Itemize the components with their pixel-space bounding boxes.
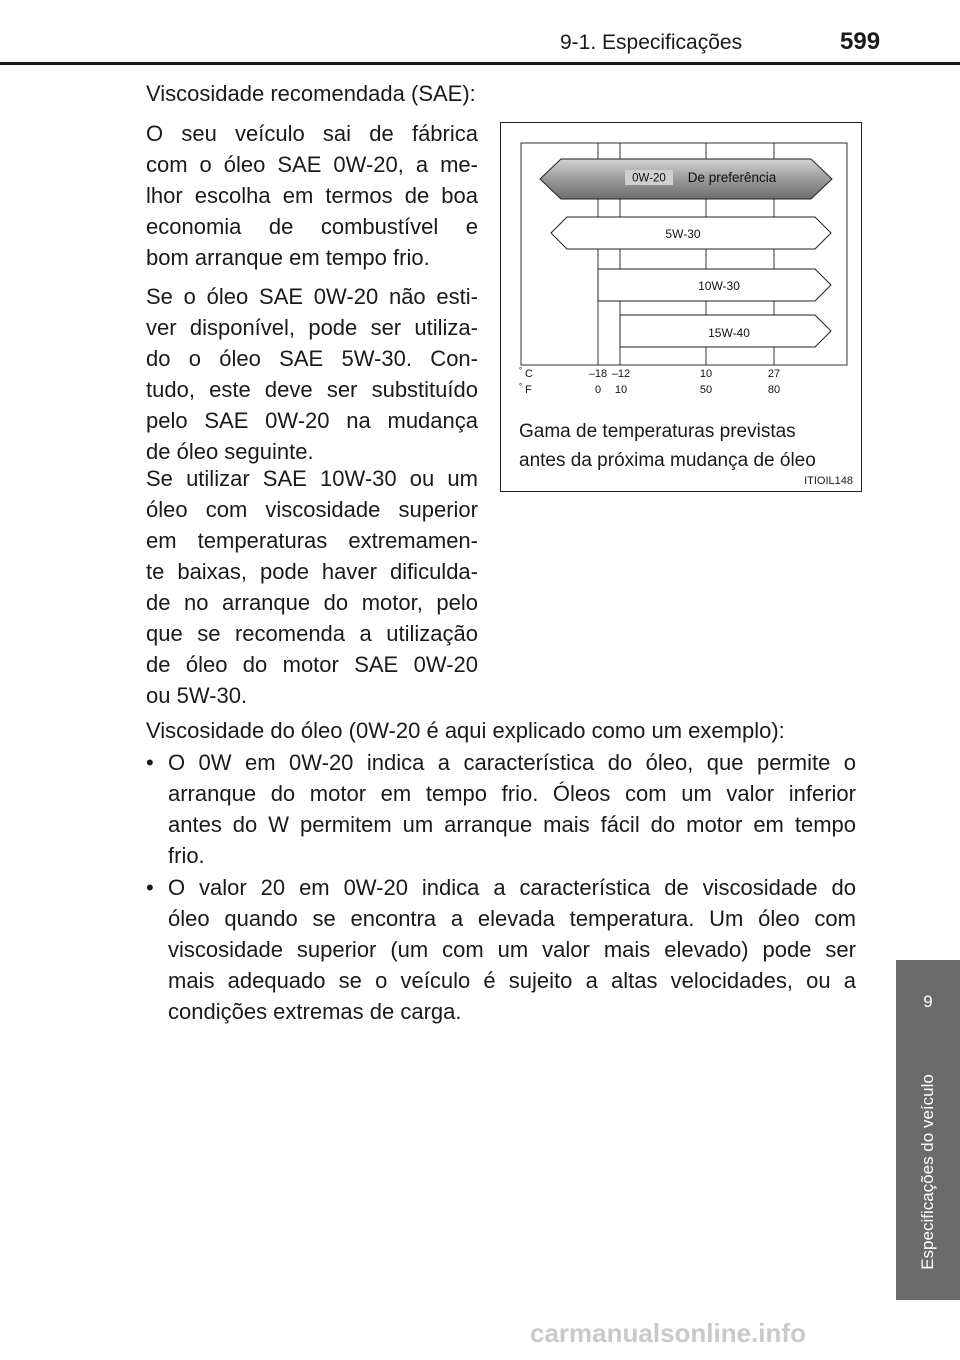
text-line: de óleo seguinte. — [146, 439, 314, 464]
bullet-item-cold-start — [146, 747, 858, 871]
celsius-tick: –12 — [611, 368, 631, 380]
bullet-text — [168, 872, 856, 1027]
chapter-tab-number — [896, 960, 960, 1044]
paragraph-alternative-oil — [146, 281, 478, 467]
text-line: O seu veículo sai de fábrica — [146, 121, 478, 146]
text-line: ou 5W-30. — [146, 683, 248, 708]
bar-0w-20-note: De preferência — [687, 170, 777, 185]
text-line: ver disponível, pode ser utiliza- — [146, 315, 478, 340]
text-line: óleo quando se encontra a elevada temperatura. Um óleo com — [168, 906, 856, 931]
text-line: frio. — [168, 843, 205, 868]
bullet-dot: • — [146, 750, 154, 775]
bar-10w-30-grade: 10W-30 — [698, 279, 740, 293]
chapter-number: 9 — [923, 992, 933, 1011]
chapter-label: Especificações do veículo — [918, 1074, 937, 1270]
celsius-tick: 27 — [767, 368, 781, 380]
celsius-tick: –18 — [588, 368, 608, 380]
bar-15w-40-grade: 15W-40 — [708, 326, 750, 340]
text-line: tudo, este deve ser substituído — [146, 377, 478, 402]
bar-0w-20-grade: 0W-20 — [632, 172, 666, 185]
header-rule — [0, 62, 960, 65]
chapter-tab-label — [896, 1044, 960, 1300]
figure-id: ITIOIL148 — [804, 475, 853, 487]
bullet-text — [168, 747, 856, 871]
figure-caption — [519, 417, 816, 475]
figure-caption-line: Gama de temperaturas previstas — [519, 421, 796, 442]
text-line: O 0W em 0W-20 indica a característica do óleo, que permite o — [168, 750, 856, 775]
text-line: te baixas, pode haver dificulda- — [146, 559, 478, 584]
text-line: mais adequado se o veículo é sujeito a altas velocidades, ou a — [168, 968, 856, 993]
text-line: de no arranque do motor, pelo — [146, 590, 478, 615]
text-line: antes do W permitem um arranque mais fácil do motor em tempo — [168, 812, 856, 837]
text-line: pelo SAE 0W-20 na mudança — [146, 408, 478, 433]
fahrenheit-tick: 50 — [699, 384, 713, 396]
fahrenheit-tick: 0 — [594, 384, 602, 396]
degree-symbol: ° — [519, 366, 523, 375]
bullet-dot: • — [146, 875, 154, 900]
text-line: com o óleo SAE 0W-20, a me- — [146, 152, 478, 177]
text-line: bom arranque em tempo frio. — [146, 245, 430, 270]
paragraph-high-viscosity-warning — [146, 463, 478, 711]
viscosity-temperature-figure — [500, 122, 862, 492]
text-line: condições extremas de carga. — [168, 999, 462, 1024]
fahrenheit-unit: F — [525, 384, 532, 396]
viscosity-explanation-heading: Viscosidade do óleo (0W-20 é aqui explicado como um exemplo): — [146, 718, 785, 743]
text-line: Se utilizar SAE 10W-30 ou um — [146, 466, 478, 491]
bar-5w-30-grade: 5W-30 — [665, 227, 701, 241]
text-line: economia de combustível e — [146, 214, 478, 239]
text-line: Se o óleo SAE 0W-20 não esti- — [146, 284, 478, 309]
text-line: em temperaturas extremamen- — [146, 528, 478, 553]
celsius-unit: C — [525, 368, 533, 380]
text-line: que se recomenda a utilização — [146, 621, 478, 646]
page-number: 599 — [840, 28, 881, 55]
paragraph-factory-oil — [146, 118, 478, 273]
recommended-viscosity-heading: Viscosidade recomendada (SAE): — [146, 81, 476, 106]
bar-0w-20 — [540, 159, 832, 199]
figure-caption-line: antes da próxima mudança de óleo — [519, 450, 816, 471]
text-line: óleo com viscosidade superior — [146, 497, 478, 522]
bullet-item-high-temperature — [146, 872, 858, 1027]
text-line: viscosidade superior (um com um valor mais elevado) pode ser — [168, 937, 856, 962]
fahrenheit-tick: 10 — [614, 384, 628, 396]
watermark: carmanualsonline.info — [530, 1318, 806, 1348]
fahrenheit-tick: 80 — [767, 384, 781, 396]
text-line: do o óleo SAE 5W-30. Con- — [146, 346, 478, 371]
text-line: arranque do motor em tempo frio. Óleos com um valor inferior — [168, 781, 856, 806]
celsius-tick: 10 — [699, 368, 713, 380]
text-line: O valor 20 em 0W-20 indica a característica de viscosidade do — [168, 875, 856, 900]
section-title: 9-1. Especificações — [560, 31, 743, 54]
text-line: de óleo do motor SAE 0W-20 — [146, 652, 478, 677]
text-line: lhor escolha em termos de boa — [146, 183, 478, 208]
degree-symbol: ° — [519, 382, 523, 391]
